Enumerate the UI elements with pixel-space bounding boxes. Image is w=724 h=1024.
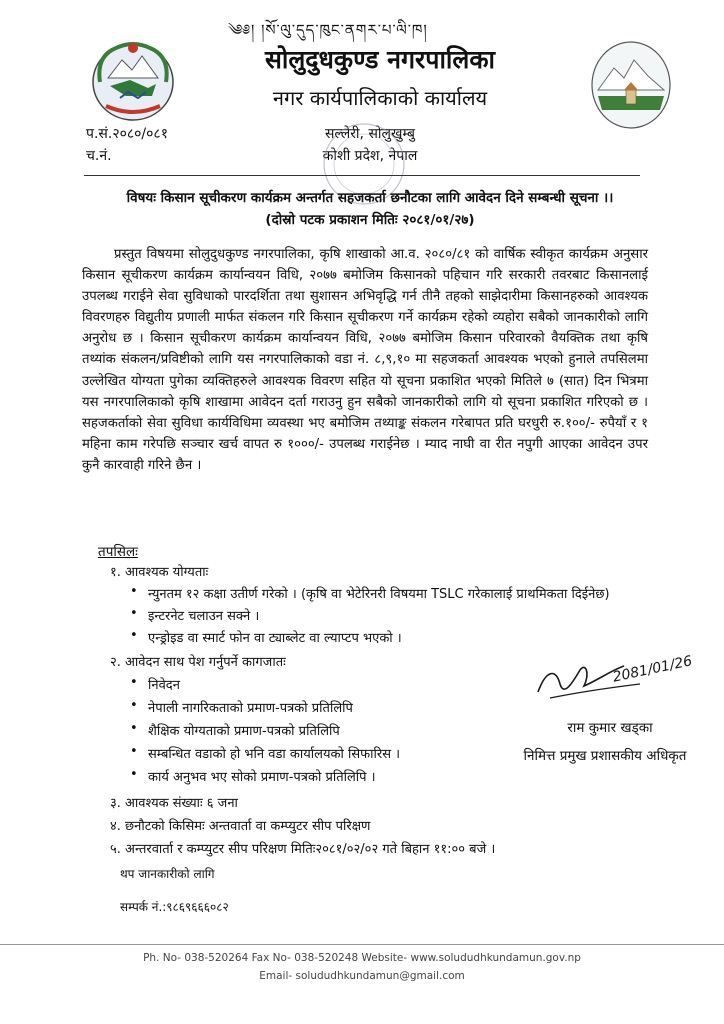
section-title: १. आवश्यक योग्यताः — [110, 565, 209, 580]
more-info-label: थप जानकारीको लागि — [120, 867, 215, 881]
tibetan-header: ༄༅། །སོ་ལུ་དུད་ཁུང་ནགར་པ་ལི་ཁ། — [228, 21, 428, 39]
required-count: ३. आवश्यक संख्याः ६ जना — [110, 796, 238, 811]
notice-subject: विषयः किसान सूचीकरण कार्यक्रम अन्तर्गत सहजकर्ता छनौटका लागि आवेदन दिने सम्बन्धी सूचना ।। — [126, 190, 614, 206]
selection-method: ४. छनौटको किसिमः अन्तवार्ता वा कम्प्युटर सीप परिक्षण — [110, 819, 371, 834]
signatory-name: राम कुमार खड्का — [567, 720, 653, 736]
list-item: • न्युनतम १२ कक्षा उतीर्ण गरेको । (कृषि वा भेटेरिनरी विषयमा TSLC गरेकालाई प्राथमिकता दिईनेछ) — [148, 584, 610, 602]
republication-date: (दोस्रो पटक प्रकाशन मितिः २०८१/०१/२७) — [265, 212, 475, 228]
list-item: • निवेदन — [148, 675, 180, 693]
address-line-1: सल्लेरी, सोलुखुम्बु — [324, 126, 416, 142]
dispatch-number: च.नं. — [86, 148, 112, 164]
list-item: • एन्ड्रोइड वा स्मार्ट फोन वा ट्याब्लेट वा ल्याप्टप भएको । — [148, 628, 402, 646]
list-item: • नेपाली नागरिकताको प्रमाण-पत्रको प्रतिलिपि — [148, 698, 353, 716]
footer-email-line: Email- solududhkundamun@gmail.com — [259, 970, 465, 982]
exam-date: ५. अन्तरवार्ता र कम्प्युटर सीप परिक्षण मितिः२०८१/०२/०२ गते बिहान ११:०० बजे । — [110, 842, 496, 857]
municipality-logo — [590, 40, 672, 130]
office-name: नगर कार्यपालिकाको कार्यालय — [272, 86, 488, 110]
contact-number: सम्पर्क नं.:९८६९६६६०८२ — [120, 900, 229, 914]
address-line-2: कोशी प्रदेश, नेपाल — [322, 148, 418, 164]
list-item: • सम्बन्धित वडाको हो भनि वडा कार्यालयको सिफारिस । — [148, 744, 400, 762]
handwritten-signature — [520, 640, 710, 710]
list-item: • इन्टरनेट चलाउन सक्ने । — [148, 606, 259, 624]
header-divider — [84, 175, 640, 176]
reference-number: प.सं.२०८०/०८१ — [86, 126, 168, 142]
footer-contact-line: Ph. No- 038-520264 Fax No- 038-520248 Website- www.solududhkundamun.gov.np — [143, 952, 581, 964]
notice-body: प्रस्तुत विषयमा सोलुदुधकुण्ड नगरपालिका, कृषि शाखाको आ.व. २०८०/८१ को वार्षिक स्वीकृत कार्यक्रम अनुसार किसान सूचीकरण कार्यक्रम कार्यान्वयन विधि, २०७७ बमोजिम किसानको पहिचान गरि सरकारी तवरबाट किसानलाई उपलब्ध गराईने सेवा सुविधाको पारदर्शिता तथा सुशासन अभिवृद्धि गर्न तीनै तहको साझेदारीमा किसानहरुको आवश्यक विवरणहरु विद्युतीय प्रणाली मार्फत संकलन गरि किसान सूचीकरण गर्ने कार्यक्रम रहेको व्यहोरा सबैको जानकारीको लागि अनुरोध छ । किसान सूचीकरण कार्यक्रम कार्यान्वयन विधि, २०७७ बमोजिम किसान परिवारको वैयक्तिक तथा कृषि तथ्यांक संकलन/प्रविष्टीको लागि यस नगरपालिकाको वडा नं. ८,९,१० मा सहजकर्ता आवश्यक भएको हुनाले तपसिलमा उल्लेखित योग्यता पुगेका व्यक्तिहरुले आवश्यक विवरण सहित यो सूचना प्रकाशित भएको मितिले ७ (सात) दिन भित्रमा यस नगरपालिकाको कृषि शाखामा आवेदन दर्ता गराउनु हुन सबैको जानकारीको लागि यो सूचना प्रकाशित गरिएको छ ।सहजकर्ताको सेवा सुविधा कार्यविधिमा व्यवस्था भए बमोजिम तथ्याङ्क संकलन गरेबापत प्रति घरधुरी रु.१००/- रुपैयाँ र १ महिना काम गरेपछि सञ्चार खर्च वापत रु १०००/- उपलब्ध गराईनेछ । म्याद नाघी वा रीत नपुगी आएका आवेदन उपर कुनै कारवाही गरिने छैन । — [82, 247, 648, 473]
section-title: २. आवेदन साथ पेश गर्नुपर्ने कागजातः — [110, 655, 286, 670]
list-item: • कार्य अनुभव भए सोको प्रमाण-पत्रको प्रतिलिपि । — [148, 767, 376, 785]
svg-text:2081/01/26: 2081/01/26 — [611, 653, 694, 686]
details-heading: तपसिलः — [98, 544, 138, 560]
org-name: सोलुदुधकुण्ड नगरपालिका — [264, 45, 496, 74]
nepal-emblem — [86, 36, 180, 124]
signatory-title: निमित्त प्रमुख प्रशासकीय अधिकृत — [523, 748, 687, 764]
footer-divider — [0, 944, 724, 945]
list-item: • शैक्षिक योग्यताको प्रमाण-पत्रको प्रतिलिपि — [148, 721, 340, 739]
